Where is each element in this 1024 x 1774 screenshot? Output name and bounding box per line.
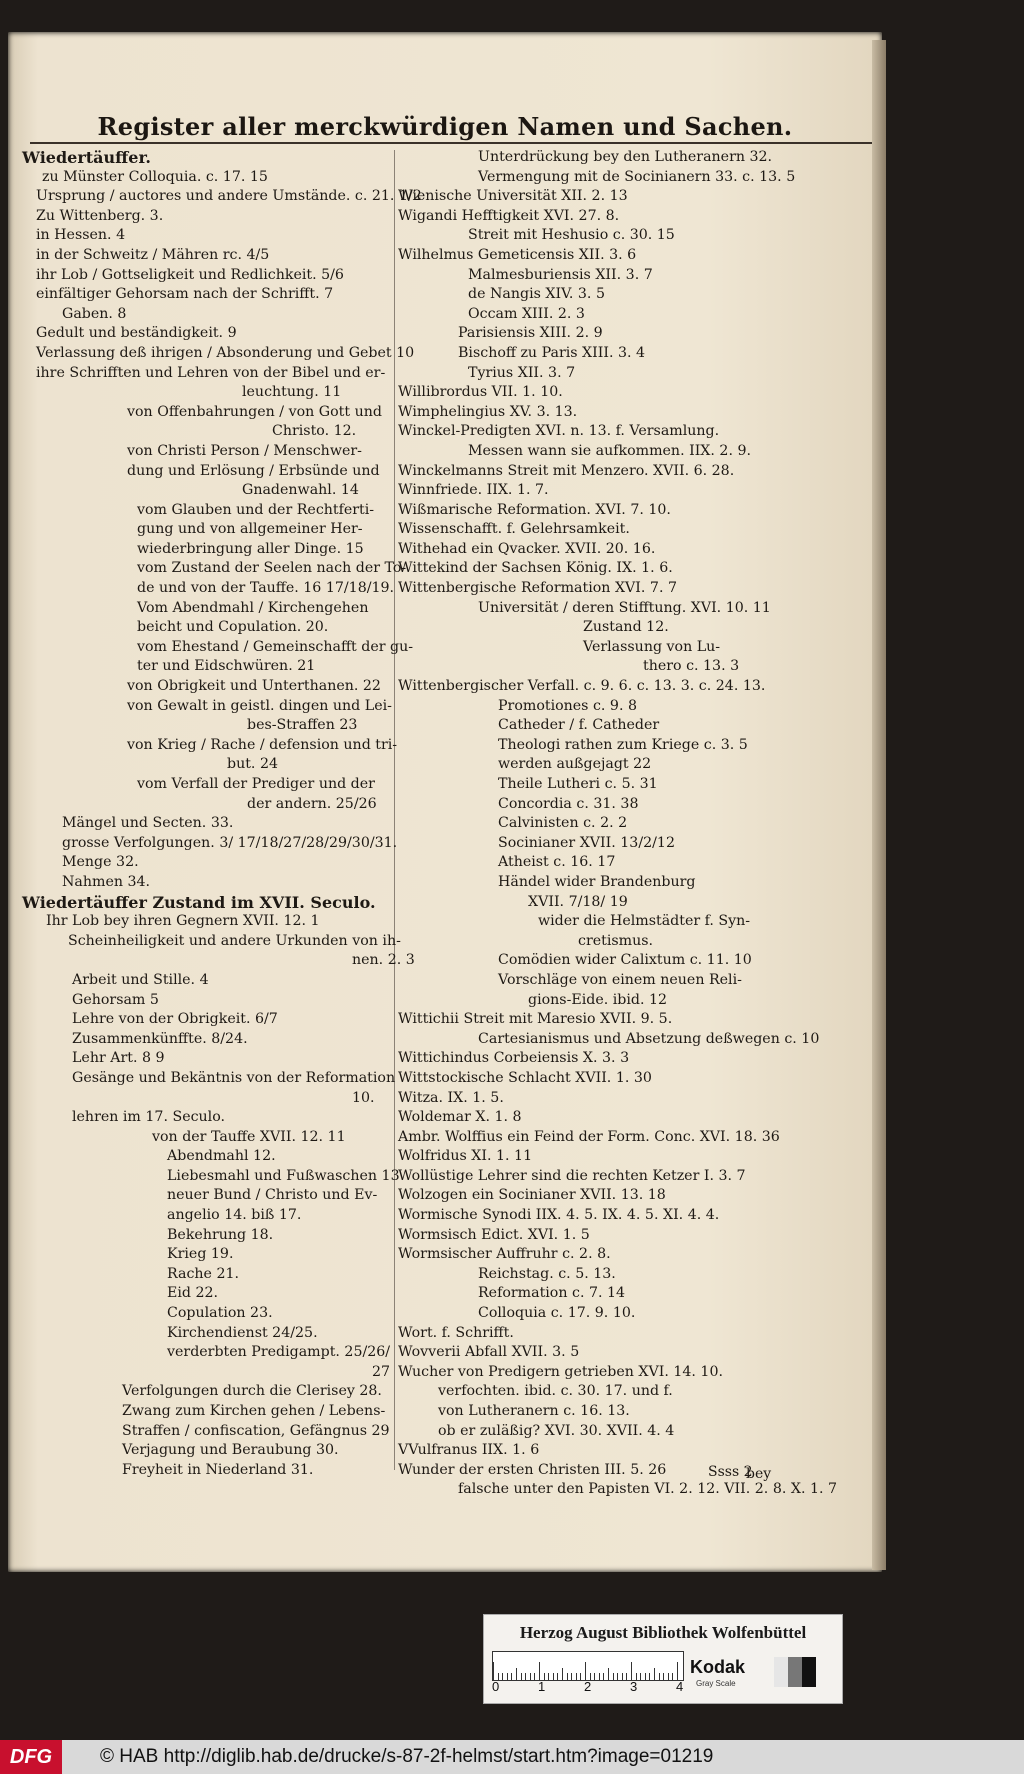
right-column (398, 148, 838, 1500)
dfg-logo[interactable]: DFG (0, 1740, 62, 1774)
register-entry: Wimphelingius XV. 3. 13. (398, 403, 578, 420)
register-entry: falsche unter den Papisten VI. 2. 12. VII. 2. 8. X. 1. 7 (458, 1481, 838, 1498)
page-edge (872, 40, 886, 1570)
register-entry: Wigandi Hefftigkeit XVI. 27. 8. (398, 207, 620, 224)
register-entry: Verlassung von Lu- (583, 638, 721, 655)
register-entry: Händel wider Brandenburg (498, 873, 696, 890)
register-entry: Socinianer XVII. 13/2/12 (498, 834, 675, 851)
register-entry: leuchtung. 11 (242, 384, 342, 401)
register-entry: Copulation 23. (167, 1305, 273, 1322)
register-entry: werden außgejagt 22 (498, 756, 652, 773)
ruler-tick (659, 1673, 660, 1680)
register-entry: Wittenbergischer Verfall. c. 9. 6. c. 13. 3. c. 24. 13. (398, 678, 766, 695)
ruler-tick (567, 1673, 568, 1680)
register-entry: Wittstockische Schlacht XVII. 1. 30 (398, 1069, 652, 1086)
register-entry: Atheist c. 16. 17 (498, 854, 616, 871)
ruler-tick (585, 1662, 586, 1680)
register-entry: vom Verfall der Prediger und der (137, 776, 375, 792)
register-entry: Wormische Synodi IIX. 4. 5. IX. 4. 5. XI. 4. 4. (398, 1207, 720, 1224)
ruler-tick (530, 1673, 531, 1680)
register-entry: Bekehrung 18. (167, 1226, 274, 1243)
register-entry: Winckelmanns Streit mit Menzero. XVII. 6. 28. (398, 462, 735, 479)
ruler-number: 4 (676, 1679, 684, 1694)
register-entry: Wittekind der Sachsen König. IX. 1. 6. (398, 560, 673, 577)
register-entry: Gehorsam 5 (72, 991, 159, 1008)
ruler-tick (571, 1673, 572, 1680)
register-entry: Gaben. 8 (62, 305, 127, 322)
register-entry: Wolzogen ein Socinianer XVII. 13. 18 (398, 1187, 666, 1204)
register-entry: von Gewalt in geistl. dingen und Lei- (127, 697, 392, 714)
register-entry: Krieg 19. (167, 1246, 234, 1263)
register-entry: Verfolgungen durch die Clerisey 28. (122, 1383, 382, 1400)
ruler-tick (557, 1673, 558, 1680)
register-entry: Ursprung / auctores und andere Umstände. c. 21. 1/2 (36, 188, 422, 205)
ruler-tick (668, 1673, 669, 1680)
register-entry: Wißmarische Reformation. XVI. 7. 10. (398, 501, 671, 518)
register-entry: Unterdrückung bey den Lutheranern 32. (478, 149, 773, 165)
register-entry: XVII. 7/18/ 19 (528, 893, 628, 910)
register-entry: vom Glauben und der Rechtferti- (137, 501, 375, 518)
left-column (22, 148, 422, 1480)
register-entry: Straffen / confiscation, Gefängnus 29 (122, 1422, 390, 1439)
ruler-tick (631, 1662, 632, 1680)
register-entry: Winnfriede. IIX. 1. 7. (398, 482, 549, 499)
ruler-number: 3 (630, 1679, 638, 1694)
register-entry: ihre Schrifften und Lehren von der Bibel und er- (36, 364, 386, 381)
register-entry: Occam XIII. 2. 3 (468, 305, 585, 322)
ruler-tick (525, 1673, 526, 1680)
ruler-tick (539, 1662, 540, 1680)
ruler-tick (663, 1673, 664, 1680)
ruler-tick (580, 1673, 581, 1680)
register-entry: der andern. 25/26 (247, 795, 377, 812)
register-entry: in Hessen. 4 (36, 227, 126, 244)
register-entry: Rache 21. (167, 1265, 240, 1282)
register-entry: wiederbringung aller Dinge. 15 (137, 540, 364, 557)
ruler-tick (534, 1673, 535, 1680)
register-entry: 10. (352, 1089, 375, 1106)
register-entry: Willibrordus VII. 1. 10. (398, 384, 563, 401)
gray-patch-dark (802, 1657, 816, 1687)
register-entry: Nahmen 34. (62, 873, 151, 890)
register-entry: Vom Abendmahl / Kirchengehen (137, 599, 369, 616)
gray-patch-mid (788, 1657, 802, 1687)
page-header: Register aller merckwürdigen Namen und Sachen. (97, 112, 793, 141)
register-entry: Streit mit Heshusio c. 30. 15 (468, 227, 675, 244)
register-entry: Scheinheiligkeit und andere Urkunden von ih- (68, 932, 401, 949)
register-entry: Gnadenwahl. 14 (242, 482, 359, 499)
register-entry: Promotiones c. 9. 8 (498, 697, 638, 714)
register-entry: de Nangis XIV. 3. 5 (468, 286, 605, 303)
register-entry: beicht und Copulation. 20. (137, 619, 329, 636)
register-entry: wider die Helmstädter f. Syn- (538, 913, 751, 930)
register-entry: Freyheit in Niederland 31. (122, 1461, 314, 1478)
ruler-tick (599, 1673, 600, 1680)
register-entry: Theologi rathen zum Kriege c. 3. 5 (498, 736, 748, 753)
register-entry: von Krieg / Rache / defension und tri- (127, 736, 398, 753)
ruler-tick (622, 1673, 623, 1680)
register-entry: Wormsisch Edict. XVI. 1. 5 (398, 1226, 590, 1243)
register-entry: Verjagung und Beraubung 30. (122, 1442, 339, 1459)
register-entry: bes-Straffen 23 (247, 717, 358, 734)
register-entry: von der Tauffe XVII. 12. 11 (152, 1128, 346, 1145)
ruler-tick (608, 1668, 609, 1680)
register-entry: Abendmahl 12. (167, 1148, 276, 1165)
ruler-tick (603, 1673, 604, 1680)
register-entry: Reichstag. c. 5. 13. (478, 1265, 616, 1282)
register-entry: Comödien wider Calixtum c. 11. 10 (498, 952, 752, 969)
register-entry: Withehad ein Qvacker. XVII. 20. 16. (398, 540, 656, 557)
register-entry: Wiedertäuffer Zustand im XVII. Seculo. (22, 892, 376, 912)
catchword: bey (746, 1466, 772, 1482)
register-entry: Wissenschafft. f. Gelehrsamkeit. (398, 521, 630, 538)
ruler-tick (516, 1668, 517, 1680)
register-entry: Parisiensis XIII. 2. 9 (458, 325, 603, 342)
register-entry: Reformation c. 7. 14 (478, 1285, 626, 1302)
register-entry: vom Ehestand / Gemeinschafft der gu- (137, 638, 414, 655)
register-entry: Wiedertäuffer. (22, 148, 151, 167)
register-entry: Lehr Art. 8 9 (72, 1050, 165, 1067)
register-entry: neuer Bund / Christo und Ev- (167, 1187, 378, 1204)
ruler-tick (511, 1673, 512, 1680)
copyright-link[interactable]: © HAB http://diglib.hab.de/drucke/s-87-2f-helmst/start.htm?image=01219 (100, 1746, 714, 1767)
register-entry: von Obrigkeit und Unterthanen. 22 (127, 678, 381, 695)
ruler-tick (645, 1673, 646, 1680)
register-entry: VVulfranus IIX. 1. 6 (398, 1442, 540, 1459)
register-entry: von Lutheranern c. 16. 13. (438, 1403, 630, 1419)
ruler-tick (521, 1673, 522, 1680)
register-entry: Zusammenkünffte. 8/24. (72, 1030, 248, 1047)
register-entry: Theile Lutheri c. 5. 31 (498, 776, 658, 792)
ruler-tick (640, 1673, 641, 1680)
register-entry: cretismus. (578, 932, 654, 949)
register-entry: Wormsischer Auffruhr c. 2. 8. (398, 1246, 611, 1263)
header-rule (30, 142, 885, 144)
register-entry: Menge 32. (62, 854, 139, 871)
register-entry: Kirchendienst 24/25. (167, 1324, 318, 1341)
register-entry: Ihr Lob bey ihren Gegnern XVII. 12. 1 (46, 913, 320, 930)
ruler-tick (672, 1673, 673, 1680)
ruler-number: 0 (492, 1679, 500, 1694)
archive-label (483, 1614, 843, 1704)
register-entry: Catheder / f. Catheder (498, 717, 660, 734)
register-entry: de und von der Tauffe. 16 17/18/19. (137, 580, 395, 597)
register-entry: Wollüstige Lehrer sind die rechten Ketzer I. 3. 7 (398, 1167, 746, 1184)
register-entry: Christo. 12. (272, 423, 357, 440)
ruler-tick (626, 1673, 627, 1680)
register-entry: Wittichii Streit mit Maresio XVII. 9. 5. (398, 1011, 673, 1028)
register-entry: ihr Lob / Gottseligkeit und Redlichkeit. 5/6 (36, 266, 344, 283)
register-entry: verfochten. ibid. c. 30. 17. und f. (438, 1383, 673, 1400)
register-entry: Lehre von der Obrigkeit. 6/7 (72, 1011, 278, 1028)
register-entry: in der Schweitz / Mähren rc. 4/5 (36, 246, 270, 263)
register-entry: thero c. 13. 3 (643, 658, 740, 675)
register-entry: Wilhelmus Gemeticensis XII. 3. 6 (398, 246, 637, 263)
ruler-number: 1 (538, 1679, 546, 1694)
gray-patch-light (774, 1657, 788, 1687)
register-entry: Vermengung mit de Socinianern 33. c. 13. 5 (478, 168, 796, 185)
gray-scale-label: Gray Scale (696, 1679, 736, 1688)
register-entry: but. 24 (227, 756, 278, 773)
ruler-tick (553, 1673, 554, 1680)
register-entry: Messen wann sie aufkommen. IIX. 2. 9. (468, 442, 751, 459)
kodak-logo: Kodak (690, 1657, 746, 1677)
register-entry: Eid 22. (167, 1285, 219, 1302)
register-entry: Wunder der ersten Christen III. 5. 26 (398, 1461, 667, 1478)
register-entry: Wienische Universität XII. 2. 13 (398, 188, 628, 205)
ruler-tick (613, 1673, 614, 1680)
register-entry: Zwang zum Kirchen gehen / Lebens- (122, 1403, 386, 1419)
register-entry: Wovverii Abfall XVII. 3. 5 (398, 1344, 580, 1361)
ruler-tick (502, 1673, 503, 1680)
register-entry: Wittichindus Corbeiensis X. 3. 3 (398, 1050, 630, 1067)
library-name: Herzog August Bibliothek Wolfenbüttel (519, 1623, 807, 1642)
ruler-tick (576, 1673, 577, 1680)
register-entry: Gedult und beständigkeit. 9 (36, 325, 237, 342)
register-entry: zu Münster Colloquia. c. 17. 15 (42, 168, 268, 185)
register-entry: Woldemar X. 1. 8 (398, 1109, 522, 1126)
book-page (8, 32, 882, 1572)
register-entry: ob er zuläßig? XVI. 30. XVII. 4. 4 (438, 1422, 675, 1439)
ruler-tick (562, 1668, 563, 1680)
register-entry: Wucher von Predigern getrieben XVI. 14. 10. (398, 1363, 723, 1380)
ruler-tick (649, 1673, 650, 1680)
register-entry: von Christi Person / Menschwer- (127, 442, 362, 459)
register-entry: Universität / deren Stifftung. XVI. 10. 11 (478, 599, 771, 616)
register-entry: Vorschläge von einem neuen Reli- (498, 971, 742, 988)
register-entry: Calvinisten c. 2. 2 (498, 815, 628, 832)
register-entry: 27 (372, 1363, 391, 1380)
register-entry: Winckel-Predigten XVI. n. 13. f. Versamlung. (398, 423, 720, 440)
ruler-tick (548, 1673, 549, 1680)
ruler-scale (492, 1651, 684, 1681)
register-entry: lehren im 17. Seculo. (72, 1109, 226, 1126)
ruler-tick (677, 1662, 678, 1680)
signature-mark: Ssss 2 (708, 1464, 753, 1480)
register-entry: Malmesburiensis XII. 3. 7 (468, 266, 653, 283)
register-entry: Zustand 12. (583, 619, 669, 636)
bottom-bar (0, 1740, 1024, 1774)
register-entry: Concordia c. 31. 38 (498, 795, 639, 812)
ruler-tick (507, 1673, 508, 1680)
ruler-number: 2 (584, 1679, 592, 1694)
register-entry: Wittenbergische Reformation XVI. 7. 7 (398, 580, 677, 597)
ruler-tick (594, 1673, 595, 1680)
register-entry: ter und Eidschwüren. 21 (137, 658, 316, 675)
register-entry: gions-Eide. ibid. 12 (528, 991, 668, 1008)
register-entry: gung und von allgemeiner Her- (137, 521, 363, 538)
register-entry: Witza. IX. 1. 5. (398, 1089, 504, 1106)
register-entry: Wort. f. Schrifft. (398, 1324, 514, 1341)
ruler-tick (617, 1673, 618, 1680)
register-entry: Wolfridus XI. 1. 11 (398, 1148, 533, 1165)
ruler-tick (493, 1662, 494, 1680)
register-entry: Colloquia c. 17. 9. 10. (478, 1305, 636, 1322)
register-entry: Liebesmahl und Fußwaschen 13 (167, 1167, 400, 1184)
register-entry: Cartesianismus und Absetzung deßwegen c. 10 (478, 1030, 820, 1047)
register-entry: Ambr. Wolffius ein Feind der Form. Conc. XVI. 18. 36 (398, 1128, 780, 1145)
register-entry: Bischoff zu Paris XIII. 3. 4 (458, 344, 646, 361)
register-entry: Gesänge und Bekäntnis von der Reformation (72, 1069, 396, 1086)
register-entry: Arbeit und Stille. 4 (72, 971, 209, 988)
register-entry: von Offenbahrungen / von Gott und (127, 403, 382, 420)
register-entry: angelio 14. biß 17. (167, 1207, 302, 1224)
register-entry: Tyrius XII. 3. 7 (468, 364, 576, 381)
register-entry: Verlassung deß ihrigen / Absonderung und Gebet 10 (36, 344, 415, 361)
register-entry: Mängel und Secten. 33. (62, 815, 234, 832)
register-entry: Zu Wittenberg. 3. (36, 207, 164, 224)
register-entry: dung und Erlösung / Erbsünde und (127, 462, 380, 479)
register-entry: einfältiger Gehorsam nach der Schrifft. 7 (36, 286, 334, 303)
register-entry: grosse Verfolgungen. 3/ 17/18/27/28/29/30/31. (62, 834, 398, 851)
register-entry: vom Zustand der Seelen nach der To- (137, 560, 407, 577)
ruler-tick (654, 1668, 655, 1680)
register-entry: nen. 2. 3 (352, 952, 415, 969)
register-entry: verderbten Predigampt. 25/26/ (167, 1344, 391, 1361)
